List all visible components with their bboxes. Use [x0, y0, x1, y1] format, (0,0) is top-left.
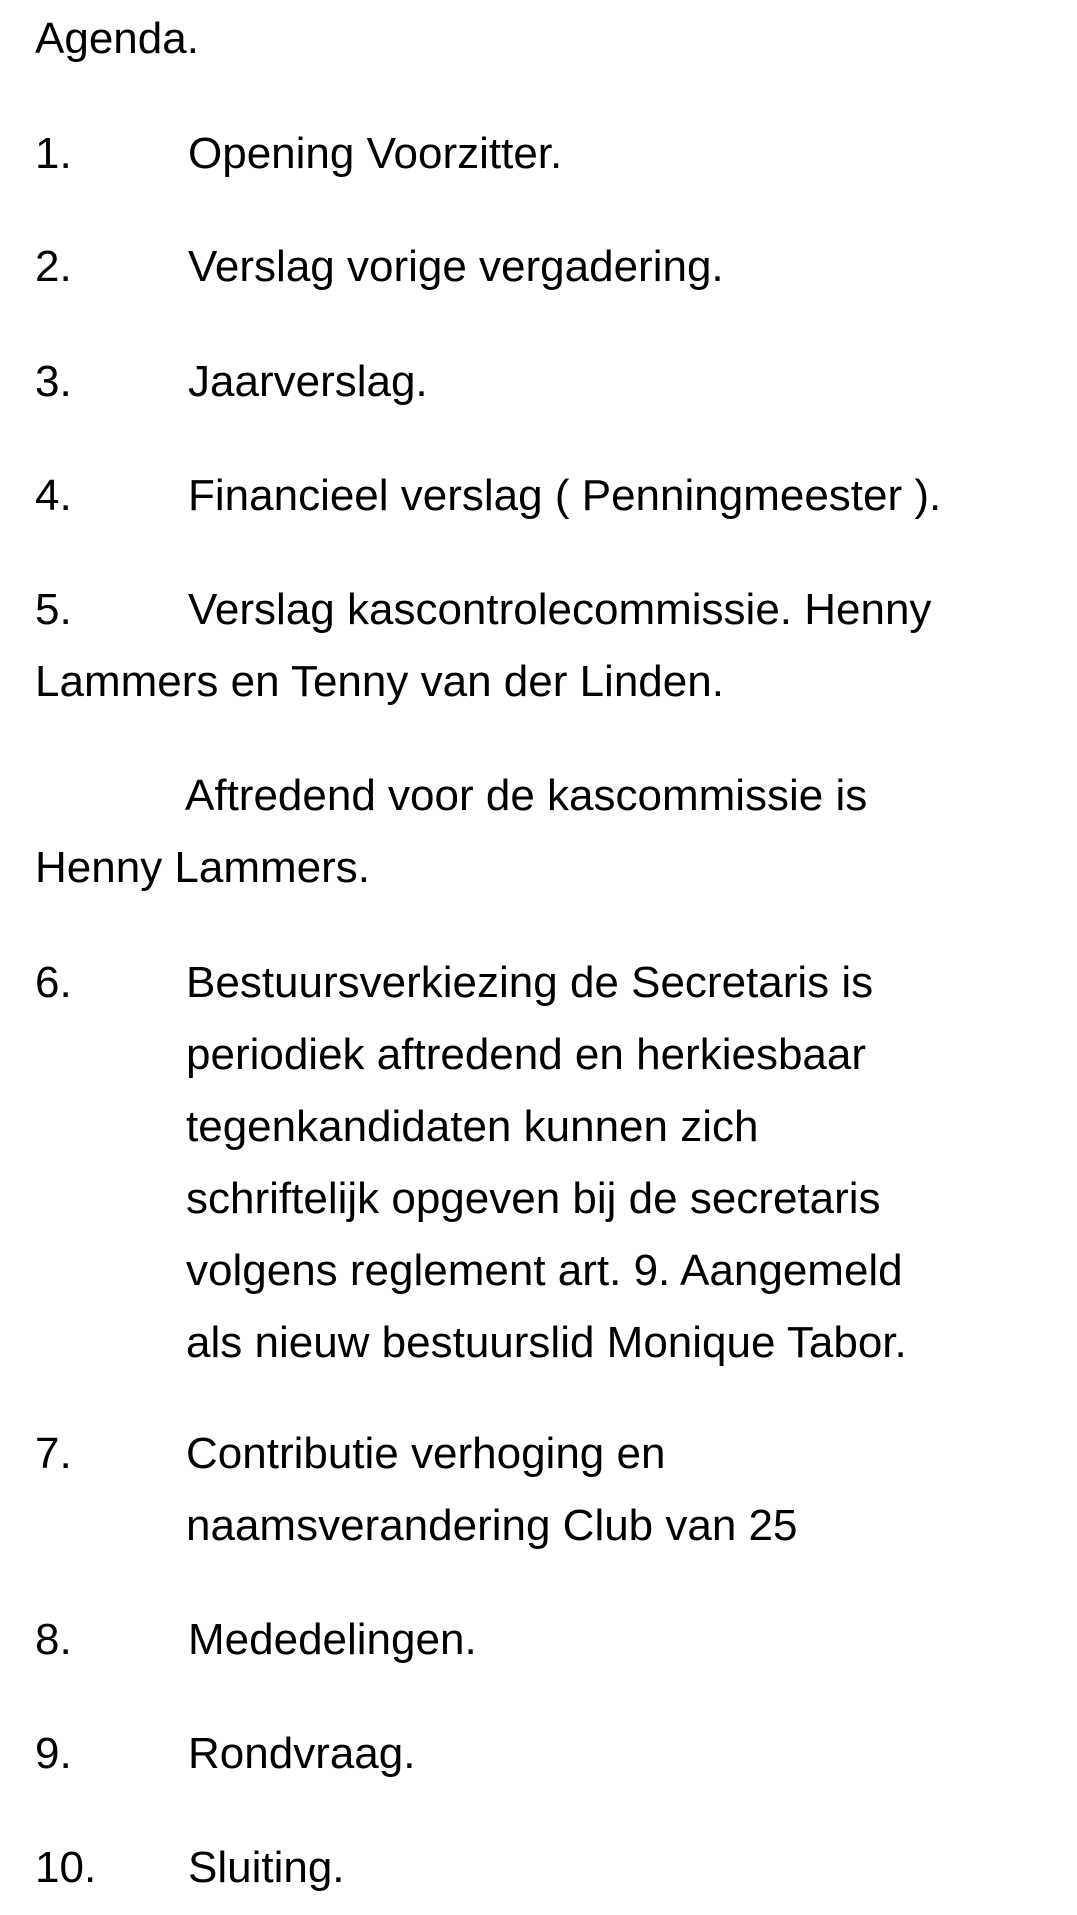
agenda-item-8 [35, 1604, 1055, 1676]
agenda-item-5 [35, 574, 1055, 718]
agenda-item-10 [35, 1832, 1055, 1904]
note-text-line: Henny Lammers. [35, 843, 371, 892]
item-text-block [186, 947, 1055, 1379]
item-text-line: naamsverandering Club van 25 [186, 1501, 798, 1550]
item-text: Rondvraag. [188, 1729, 416, 1778]
item-number: 8. [35, 1615, 72, 1664]
item-number: 10. [35, 1843, 97, 1892]
item-number: 7. [35, 1429, 72, 1478]
item-number: 2. [35, 242, 72, 291]
item-text: Verslag vorige vergadering. [188, 242, 724, 291]
item-text: Jaarverslag. [188, 357, 428, 406]
agenda-item-9 [35, 1718, 1055, 1790]
item-text-line: schriftelijk opgeven bij de secretaris [186, 1174, 881, 1223]
item-text-line: Lammers en Tenny van der Linden. [35, 657, 724, 706]
item-text-line: als nieuw bestuurslid Monique Tabor. [186, 1318, 907, 1367]
item-text: Financieel verslag ( Penningmeester ). [188, 471, 942, 520]
item-number: 5. [35, 585, 72, 634]
agenda-item-2 [35, 231, 1055, 303]
item-text-line: tegenkandidaten kunnen zich [186, 1102, 759, 1151]
item-number: 1. [35, 129, 72, 178]
item-text-line: volgens reglement art. 9. Aangemeld [186, 1246, 903, 1295]
item-text: Mededelingen. [188, 1615, 477, 1664]
item-number: 9. [35, 1729, 72, 1778]
item-text-line: Bestuursverkiezing de Secretaris is [186, 958, 874, 1007]
item-number: 3. [35, 357, 72, 406]
item-text-line: periodiek aftredend en herkiesbaar [186, 1030, 867, 1079]
item-text-line: Contributie verhoging en [186, 1429, 666, 1478]
agenda-item-7 [35, 1418, 1055, 1562]
item-text-block [186, 1418, 1055, 1562]
item-number: 6. [35, 958, 72, 1007]
item-text: Sluiting. [188, 1843, 345, 1892]
item-text: Opening Voorzitter. [188, 129, 563, 178]
agenda-item-3 [35, 346, 1055, 418]
agenda-item-4 [35, 460, 1055, 532]
agenda-item-6 [35, 947, 1055, 1379]
agenda-item-5-note [35, 760, 1055, 904]
agenda-item-1 [35, 118, 1055, 190]
item-text-line: Verslag kascontrolecommissie. Henny [188, 585, 932, 634]
note-text-line: Aftredend voor de kascommissie is [185, 771, 868, 820]
item-number: 4. [35, 471, 72, 520]
agenda-title: Agenda. [35, 14, 199, 63]
